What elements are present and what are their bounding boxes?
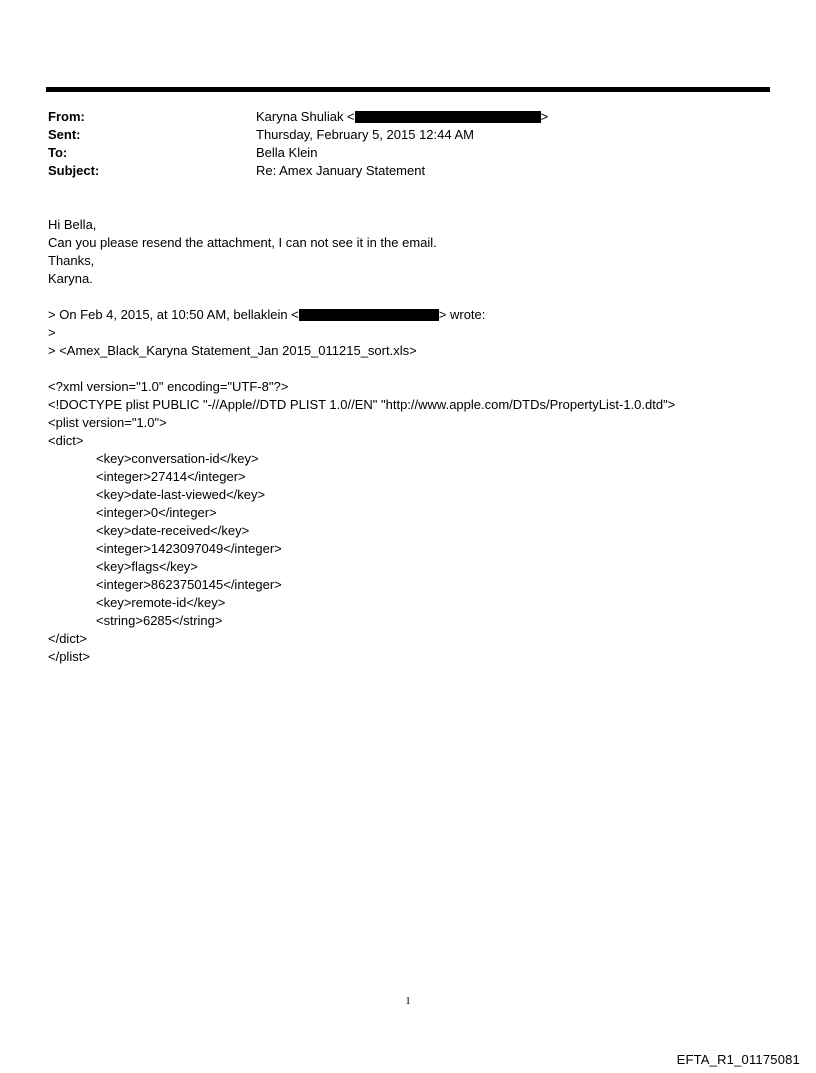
from-name: Karyna Shuliak < bbox=[256, 109, 355, 124]
sent-value: Thursday, February 5, 2015 12:44 AM bbox=[256, 127, 474, 142]
sent-row bbox=[48, 126, 548, 144]
thanks-line: Thanks, bbox=[48, 253, 95, 268]
dict-open: <dict> bbox=[48, 433, 84, 448]
page-number: 1 bbox=[405, 995, 411, 1007]
message-line: Can you please resend the attachment, I can not see it in the email. bbox=[48, 235, 437, 250]
plist-entry: <integer>8623750145</integer> bbox=[96, 577, 282, 592]
from-row bbox=[48, 108, 548, 126]
doctype-line: <!DOCTYPE plist PUBLIC "-//Apple//DTD PLIST 1.0//EN" "http://www.apple.com/DTDs/PropertyList-1.0.dtd"> bbox=[48, 397, 676, 412]
quoted-intro-prefix: > On Feb 4, 2015, at 10:50 AM, bellaklein < bbox=[48, 307, 299, 322]
from-close: > bbox=[540, 109, 549, 124]
from-value bbox=[256, 108, 548, 126]
sent-label: Sent: bbox=[48, 127, 81, 142]
plist-entry: <string>6285</string> bbox=[96, 613, 223, 628]
quoted-attachment: > <Amex_Black_Karyna Statement_Jan 2015_011215_sort.xls> bbox=[48, 343, 417, 358]
plist-entry: <key>conversation-id</key> bbox=[96, 451, 259, 466]
subject-label: Subject: bbox=[48, 163, 100, 178]
subject-value: Re: Amex January Statement bbox=[256, 163, 426, 178]
quoted-blank: > bbox=[48, 325, 56, 340]
redaction-box bbox=[355, 111, 541, 123]
plist-entry: <integer>0</integer> bbox=[96, 505, 217, 520]
plist-entry: <key>remote-id</key> bbox=[96, 595, 226, 610]
greeting: Hi Bella, bbox=[48, 217, 97, 232]
document-id: EFTA_R1_01175081 bbox=[676, 1052, 800, 1067]
quoted-intro bbox=[48, 306, 675, 324]
to-label: To: bbox=[48, 145, 68, 160]
email-body bbox=[48, 216, 675, 666]
quoted-intro-suffix: > wrote: bbox=[438, 307, 486, 322]
plist-close: </plist> bbox=[48, 649, 90, 664]
top-divider bbox=[46, 87, 770, 92]
to-row bbox=[48, 144, 548, 162]
plist-entry: <key>date-last-viewed</key> bbox=[96, 487, 266, 502]
xml-declaration: <?xml version="1.0" encoding="UTF-8"?> bbox=[48, 379, 289, 394]
email-header bbox=[48, 108, 548, 180]
dict-close: </dict> bbox=[48, 631, 88, 646]
to-value: Bella Klein bbox=[256, 145, 318, 160]
plist-entry: <integer>27414</integer> bbox=[96, 469, 246, 484]
plist-entry: <key>date-received</key> bbox=[96, 523, 250, 538]
subject-row bbox=[48, 162, 548, 180]
plist-entry: <key>flags</key> bbox=[96, 559, 198, 574]
plist-entry: <integer>1423097049</integer> bbox=[96, 541, 282, 556]
redaction-box bbox=[299, 309, 439, 321]
plist-open: <plist version="1.0"> bbox=[48, 415, 167, 430]
from-label: From: bbox=[48, 109, 85, 124]
signature: Karyna. bbox=[48, 271, 93, 286]
